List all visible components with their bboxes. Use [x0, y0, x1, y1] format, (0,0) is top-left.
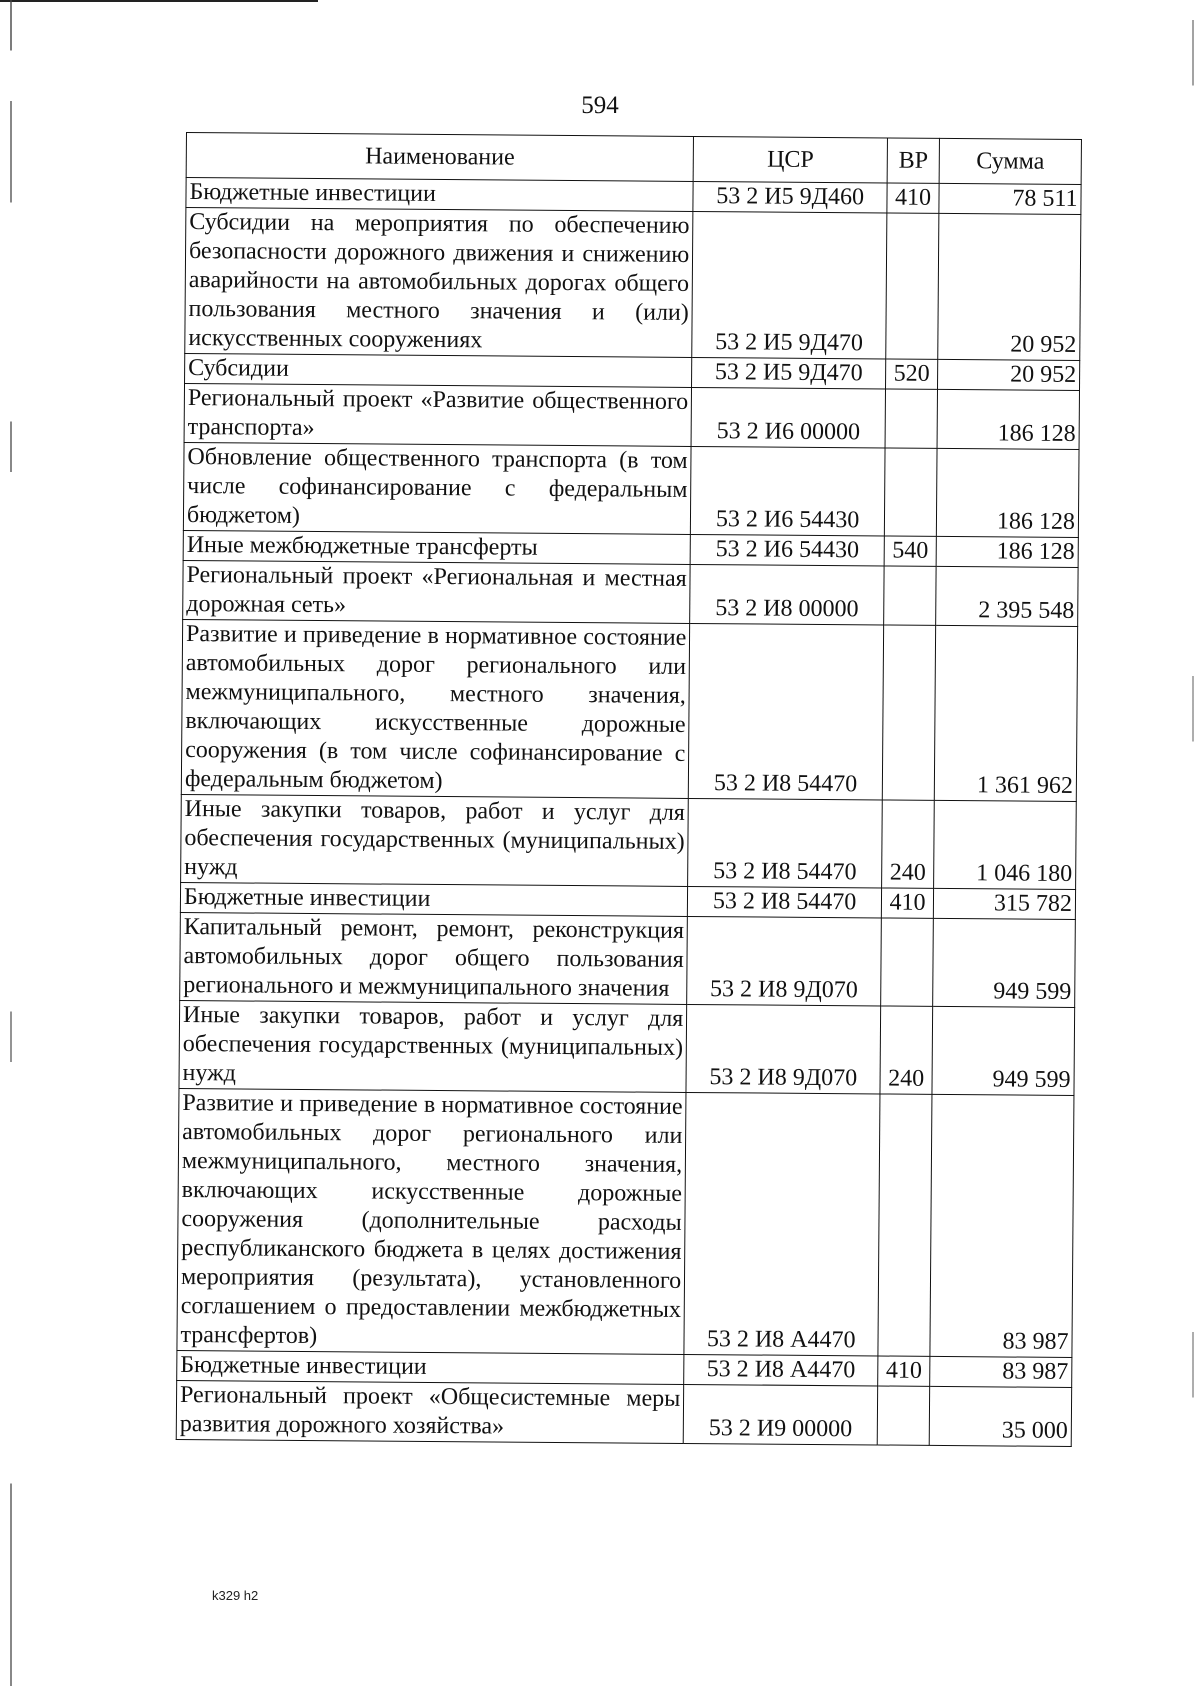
row-csr: 53 2 И9 00000 — [683, 1384, 877, 1445]
row-name: Иные закупки товаров, работ и услуг для обеспечения государственных (муниципальных) нужд — [181, 794, 689, 886]
row-csr: 53 2 И8 9Д070 — [686, 1004, 881, 1094]
row-sum: 2 395 548 — [936, 566, 1078, 626]
row-sum: 186 128 — [937, 389, 1079, 449]
row-csr: 53 2 И8 00000 — [690, 564, 884, 625]
table-row — [183, 442, 1079, 537]
row-csr: 53 2 И5 9Д470 — [692, 211, 887, 359]
row-name: Иные межбюджетные трансферты — [183, 530, 690, 564]
table-row — [181, 619, 1077, 801]
table-row — [179, 1000, 1075, 1095]
row-name: Региональный проект «Развитие общественного транспорта» — [184, 383, 692, 446]
row-name: Региональный проект «Общесистемные меры развития дорожного хозяйства» — [176, 1380, 684, 1443]
row-name: Развитие и приведение в нормативное состояние автомобильных дорог регионального или межмуниципального, местного значения, включающих искусственные дорожные сооружения (дополнительные расходы республиканского бюджета в целях достижения мероприятия (результата), установленного соглашением о предоставлении межбюджетных трансфертов) — [177, 1088, 686, 1354]
row-sum: 949 599 — [933, 918, 1076, 1007]
row-name: Бюджетные инвестиции — [186, 178, 693, 212]
row-vr: 410 — [887, 183, 939, 213]
row-csr: 53 2 И5 9Д470 — [692, 357, 886, 389]
row-vr — [886, 213, 939, 359]
row-vr — [884, 448, 937, 536]
row-sum: 1 361 962 — [934, 625, 1077, 801]
row-name: Обновление общественного транспорта (в том числе софинансирование с федеральным бюджетом) — [183, 442, 691, 534]
row-csr: 53 2 И6 54430 — [691, 446, 886, 536]
row-vr: 240 — [882, 800, 935, 888]
row-vr — [881, 918, 934, 1006]
row-vr — [882, 625, 935, 800]
row-vr — [877, 1386, 929, 1445]
row-vr — [884, 566, 936, 625]
row-csr: 53 2 И8 9Д070 — [687, 916, 882, 1006]
table-row — [183, 560, 1078, 626]
row-sum: 1 046 180 — [934, 800, 1077, 889]
row-name: Субсидии на мероприятия по обеспечению безопасности дорожного движения и снижению аварийности на автомобильных дорогах общего пользования местного значения и (или) искусственных сооружениях — [185, 208, 693, 358]
row-sum: 78 511 — [939, 183, 1081, 214]
header-name: Наименование — [186, 133, 694, 182]
table-row — [184, 383, 1079, 449]
row-csr: 53 2 И8 А4470 — [684, 1354, 878, 1386]
header-csr: ЦСР — [693, 136, 887, 183]
row-sum: 949 599 — [932, 1006, 1075, 1095]
row-csr: 53 2 И6 00000 — [691, 387, 885, 448]
scan-edge-right — [1192, 20, 1194, 1660]
row-csr: 53 2 И8 54470 — [688, 886, 882, 918]
scan-edge-left — [10, 0, 12, 1686]
row-name: Субсидии — [185, 353, 692, 387]
row-sum: 83 987 — [930, 1094, 1074, 1357]
row-name: Иные закупки товаров, работ и услуг для обеспечения государственных (муниципальных) нужд — [179, 1000, 687, 1092]
header-vr: ВР — [887, 138, 939, 183]
row-vr: 410 — [878, 1356, 930, 1386]
row-name: Капитальный ремонт, ремонт, реконструкция автомобильных дорог общего пользования регионального и межмуниципального значения — [180, 912, 688, 1004]
row-vr: 520 — [886, 359, 938, 389]
table-row — [180, 912, 1076, 1007]
footer-code: k329 h2 — [212, 1588, 259, 1603]
row-sum: 315 782 — [933, 888, 1075, 919]
page-number: 594 — [581, 92, 619, 119]
row-csr: 53 2 И6 54430 — [690, 534, 884, 566]
table-header-row — [186, 133, 1081, 185]
row-csr: 53 2 И8 54470 — [689, 623, 884, 800]
row-sum: 20 952 — [938, 359, 1080, 390]
header-sum: Сумма — [939, 138, 1081, 184]
row-name: Региональный проект «Региональная и местная дорожная сеть» — [183, 560, 691, 623]
row-vr: 240 — [880, 1006, 933, 1094]
row-name: Бюджетные инвестиции — [177, 1350, 684, 1384]
row-csr: 53 2 И5 9Д460 — [693, 181, 887, 213]
row-vr: 540 — [884, 536, 936, 566]
budget-table — [176, 132, 1082, 1447]
table-row — [176, 1380, 1071, 1446]
row-name: Бюджетные инвестиции — [180, 882, 687, 916]
row-sum: 83 987 — [930, 1356, 1072, 1387]
row-sum: 186 128 — [936, 448, 1079, 537]
scan-edge-top — [0, 0, 318, 2]
row-name: Развитие и приведение в нормативное состояние автомобильных дорог регионального или межмуниципального, местного значения, включающих искусственные дорожные сооружения (в том числе софинансирование с федеральным бюджетом) — [181, 619, 690, 798]
row-vr — [885, 389, 937, 448]
row-csr: 53 2 И8 54470 — [688, 798, 883, 888]
table-row — [181, 794, 1077, 889]
row-sum: 35 000 — [929, 1386, 1071, 1446]
row-sum: 20 952 — [938, 213, 1081, 360]
table-row — [177, 1088, 1074, 1357]
table-row — [185, 208, 1081, 361]
row-sum: 186 128 — [936, 536, 1078, 567]
row-vr — [878, 1094, 932, 1356]
row-csr: 53 2 И8 А4470 — [684, 1092, 880, 1356]
row-vr: 410 — [881, 888, 933, 918]
